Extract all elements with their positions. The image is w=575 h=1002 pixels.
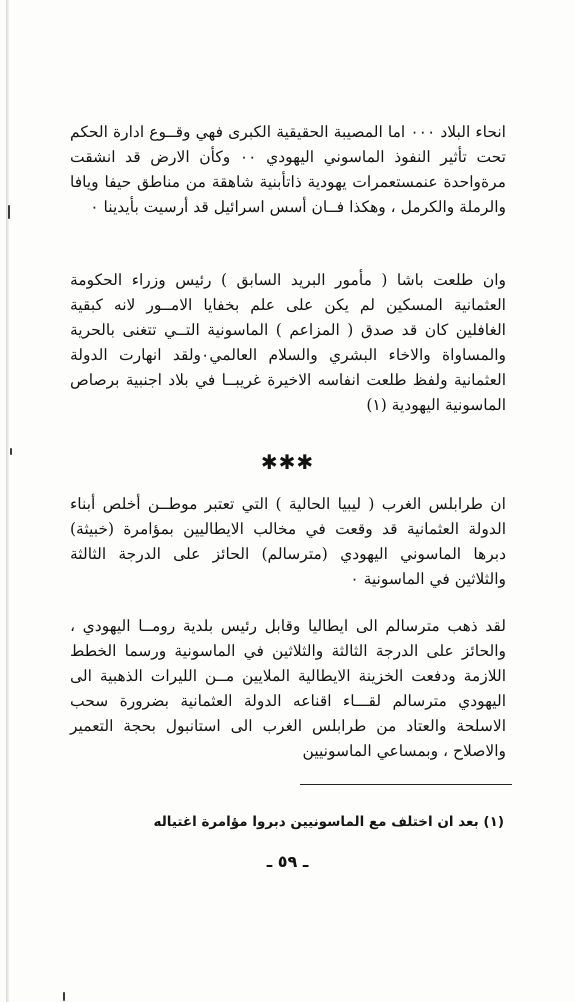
footnote-divider: [300, 784, 512, 785]
body-paragraph-4: لقد ذهب مترسالم الى ايطاليا وقابل رئيس بلدية رومــا اليهودي ، والحائز على الدرجة الثالثة والثلاثين في الماسونية ورسما الخطط اللازمة ودفعت الخزينة الايطالية الملايين مــن الليرات الذهبية الى اليهودي مترسالم لقـــاء اقناعه الدولة العثمانية بضرورة سحب الاسلحة والعتاد من طرابلس الغرب الى استانبول بحجة التعمير والاصلاح ، وبمساعي الماسونيين: [70, 617, 506, 760]
edge-speck: [63, 992, 65, 1001]
body-paragraph-2: وان طلعت باشا ( مأمور البريد السابق ) رئيس وزراء الحكومة العثمانية المسكين لم يكن على علم بخفايا الامــور لانه كبقية الغافلين كان قد صدق ( المزاعم ) الماسونية التــي تتغنى بالحرية والمساواة والاخاء البشري والسلام العالمي٠ولقد انهارت الدولة العثمانية ولفظ طلعت انفاسه الاخيرة غريبــا في بلاد اجنبية برصاص الماسونية اليهودية (١): [70, 271, 506, 414]
footnote: (١) بعد ان اختلف مع الماسونيين دبروا مؤامرة اغتياله: [153, 814, 504, 830]
page-number: ـ ٥٩ ـ: [266, 852, 309, 871]
body-paragraph-1: انحاء البلاد ٠٠٠ اما المصيبة الحقيقية الكبرى فهي وقــوع ادارة الحكم تحت تأثير النفوذ الماسوني اليهودي ٠٠ وكأن الارض قد انشقت مرةواحدة عنمستعمرات يهودية ذاتأبنية شاهقة من مناطق حيفا ويافا والرملة والكرمل ، وهكذا فــان أسس اسرائيل قد أرسيت بأيدينا ٠: [70, 123, 506, 216]
section-separator: ✱✱✱: [260, 450, 315, 474]
body-paragraph-3: ان طرابلس الغرب ( ليبيا الحالية ) التي تعتبر موطــن أخلص أبناء الدولة العثمانية قد وقعت في مخالب الايطاليين بمؤامرة (خبيثة) دبرها الماسوني اليهودي (مترسالم) الحائز على الدرجة الثالثة والثلاثين في الماسونية ٠: [70, 495, 506, 588]
edge-speck: [8, 205, 10, 219]
